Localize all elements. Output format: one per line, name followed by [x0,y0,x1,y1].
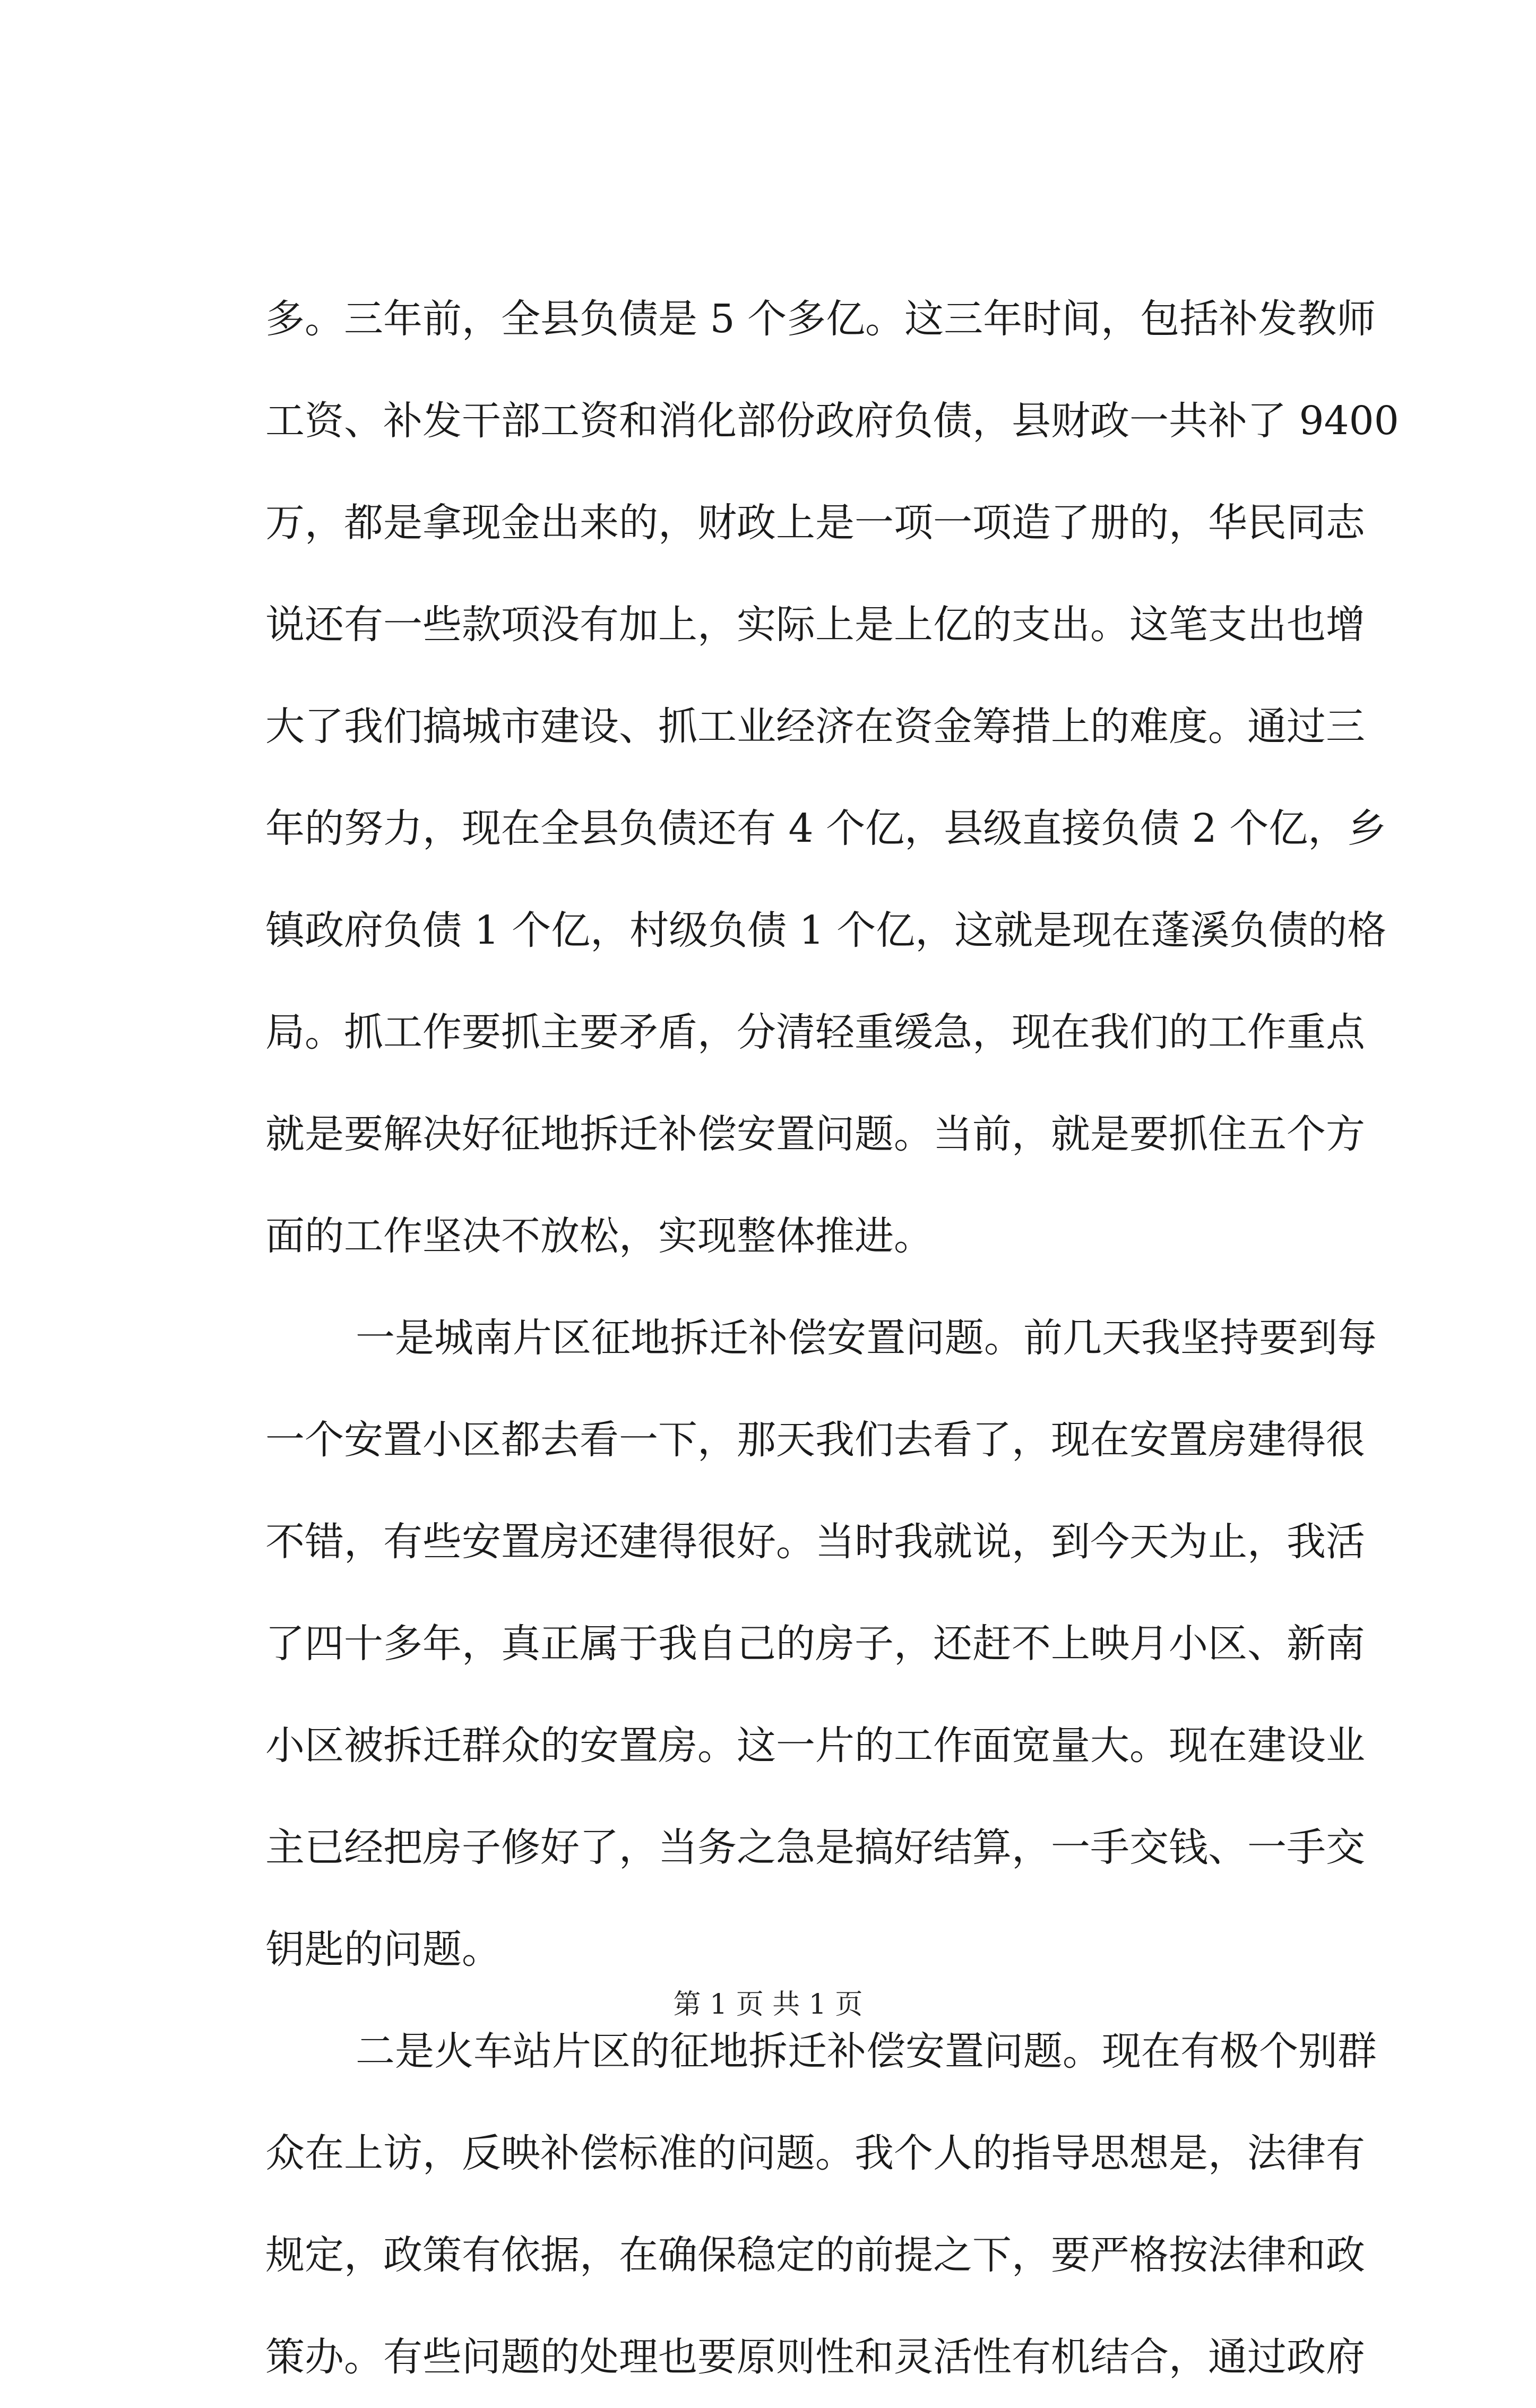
text-line: 了四十多年，真正属于我自己的房子，还赶不上映月小区、新南 [265,1621,1365,1667]
text-line: 二是火车站片区的征地拆迁补偿安置问题。现在有极个别群 [356,2029,1377,2074]
page-number-footer: 第 1 页 共 1 页 [673,1989,863,2021]
text-line: 钥匙的问题。 [265,1927,501,1972]
text-line: 说还有一些款项没有加上，实际上是上亿的支出。这笔支出也增 [265,602,1365,648]
text-line: 年的努力，现在全县负债还有 4 个亿，县级直接负债 2 个亿，乡 [265,806,1387,851]
text-line: 众在上访，反映补偿标准的问题。我个人的指导思想是，法律有 [265,2130,1365,2176]
text-line: 一个安置小区都去看一下，那天我们去看了，现在安置房建得很 [265,1417,1365,1463]
text-line: 面的工作坚决不放松，实现整体推进。 [265,1213,933,1259]
text-line: 不错，有些安置房还建得很好。当时我就说，到今天为止，我活 [265,1519,1365,1565]
text-line: 局。抓工作要抓主要矛盾，分清轻重缓急，现在我们的工作重点 [265,1009,1365,1055]
text-line: 多。三年前，全县负债是 5 个多亿。这三年时间，包括补发教师 [265,296,1376,342]
text-line: 工资、补发干部工资和消化部份政府负债，县财政一共补了 9400 [265,398,1399,444]
text-line: 规定，政策有依据，在确保稳定的前提之下，要严格按法律和政 [265,2232,1365,2278]
text-line: 镇政府负债 1 个亿，村级负债 1 个亿，这就是现在蓬溪负债的格 [265,908,1387,953]
text-line: 主已经把房子修好了，当务之急是搞好结算，一手交钱、一手交 [265,1825,1365,1870]
paragraph-2 [265,1287,1377,2000]
text-line: 小区被拆迁群众的安置房。这一片的工作面宽量大。现在建设业 [265,1723,1365,1768]
text-line: 一是城南片区征地拆迁补偿安置问题。前几天我坚持要到每 [356,1315,1377,1361]
text-line: 大了我们搞城市建设、抓工业经济在资金筹措上的难度。通过三 [265,704,1365,749]
document-body [265,268,1399,2408]
text-line: 策办。有些问题的处理也要原则性和灵活性有机结合，通过政府 [265,2334,1365,2380]
text-line: 万，都是拿现金出来的，财政上是一项一项造了册的，华民同志 [265,500,1365,546]
text-line: 就是要解决好征地拆迁补偿安置问题。当前，就是要抓住五个方 [265,1111,1365,1157]
paragraph-3 [265,2000,1377,2408]
paragraph-1 [265,268,1399,1287]
